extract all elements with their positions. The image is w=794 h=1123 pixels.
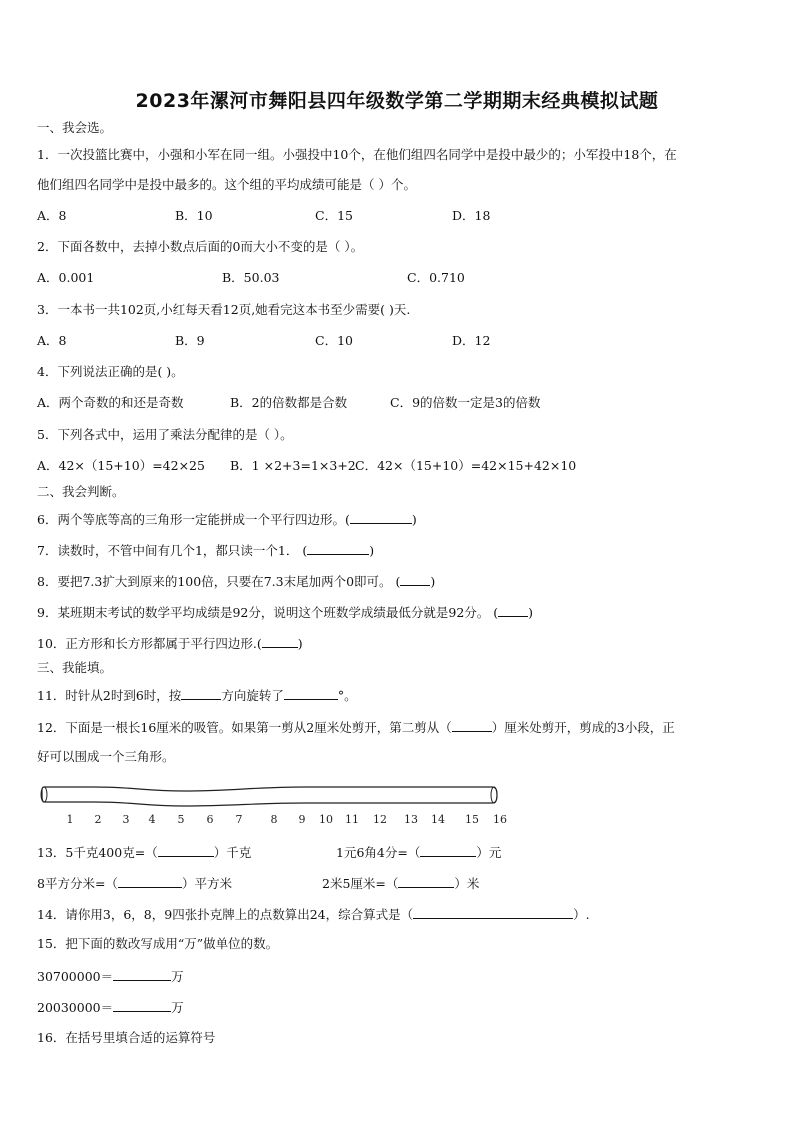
ruler-tick-label: 7: [235, 813, 243, 826]
question-13-row-1-right: [336, 843, 501, 861]
question-11-text-b: 方向旋转了: [221, 688, 284, 703]
ruler-tick-label: 15: [465, 813, 479, 826]
ruler-tick-label: 10: [319, 813, 333, 826]
answer-blank[interactable]: [413, 905, 573, 919]
straw-ruler-figure: [34, 782, 507, 832]
question-15-number-1: 30700000＝: [37, 969, 114, 984]
question-13-c-text: 8平方分米=（: [37, 876, 118, 891]
answer-blank[interactable]: [113, 998, 171, 1012]
question-7-close: ): [369, 543, 375, 558]
question-14-close: ）.: [573, 907, 590, 922]
question-5-option-a: A．42×（15+10）=42×25: [37, 458, 205, 473]
question-13-row-2-right: [322, 874, 479, 892]
question-9-text: 9．某班期末考试的数学平均成绩是92分，说明这个班数学成绩最低分就是92分。 (: [37, 605, 499, 620]
question-13-b-text: 1元6角4分=（: [336, 845, 421, 860]
ruler-tick-label: 8: [270, 813, 278, 826]
question-13-a-text: 13．5千克400克=（: [37, 845, 158, 860]
answer-blank[interactable]: [420, 843, 476, 857]
question-2-option-a: A．0.001: [37, 270, 95, 285]
question-1-option-b: B．10: [175, 208, 213, 223]
question-10-line: [37, 634, 303, 652]
question-2-text: 2．下面各数中，去掉小数点后面的0而大小不变的是（ ）。: [37, 239, 364, 254]
question-13-b-unit: ）元: [476, 845, 502, 860]
question-15-unit-1: 万: [171, 969, 184, 984]
question-4-text: 4．下列说法正确的是( )。: [37, 364, 184, 379]
question-13-row-2: [37, 874, 232, 892]
question-15-text: 15．把下面的数改写成用“万”做单位的数。: [37, 936, 279, 951]
question-5-text: 5．下列各式中，运用了乘法分配律的是（ ）。: [37, 427, 293, 442]
question-6-line: [37, 510, 417, 528]
question-13-c-unit: ）平方米: [181, 876, 232, 891]
question-11-text-c: °。: [337, 688, 357, 703]
ruler-tick-label: 5: [177, 813, 185, 826]
question-4-option-a: A．两个奇数的和还是奇数: [37, 395, 184, 410]
question-1-option-c: C．15: [315, 208, 353, 223]
straw-outline: [42, 787, 497, 806]
question-3-option-a: A．8: [37, 333, 67, 348]
answer-blank[interactable]: [307, 541, 369, 555]
ruler-tick-label: 16: [493, 813, 507, 826]
question-9-line: [37, 603, 533, 621]
question-4-option-b: B．2的倍数都是合数: [230, 395, 348, 410]
question-13-row-1: [37, 843, 251, 861]
question-11-line: [37, 686, 357, 704]
question-8-line: [37, 572, 435, 590]
ruler-tick-label: 11: [345, 813, 359, 826]
section-heading-judge: 二、我会判断。: [37, 484, 125, 499]
question-15-row-1: [37, 967, 184, 985]
question-3-option-c: C．10: [315, 333, 353, 348]
question-4-option-c: C．9的倍数一定是3的倍数: [390, 395, 541, 410]
question-2-option-b: B．50.03: [222, 270, 280, 285]
question-14-line: [37, 905, 590, 923]
question-15-number-2: 20030000＝: [37, 1000, 114, 1015]
question-6-text: 6．两个等底等高的三角形一定能拼成一个平行四边形。(: [37, 512, 350, 527]
question-8-close: ): [430, 574, 436, 589]
question-15-row-2: [37, 998, 184, 1016]
ruler-tick-label: 6: [206, 813, 214, 826]
question-5-option-b: B．1 ×2+3=1×3+2: [230, 458, 356, 473]
question-2-option-c: C．0.710: [407, 270, 465, 285]
question-1-line-2: 他们组四名同学中是投中最多的。这个组的平均成绩可能是（ ）个。: [37, 177, 416, 192]
question-12-line-1: [37, 718, 675, 736]
question-9-close: ): [528, 605, 534, 620]
question-6-close: ): [411, 512, 417, 527]
question-10-close: ): [297, 636, 303, 651]
question-8-text: 8．要把7.3扩大到原来的100倍，只要在7.3末尾加两个0即可。 (: [37, 574, 401, 589]
question-1-line-1: 1．一次投篮比赛中，小强和小军在同一组。小强投中10个，在他们组四名同学中是投中最少的；小军投中18个，在: [37, 147, 677, 162]
question-5-option-c: C．42×（15+10）=42×15+42×10: [355, 458, 577, 473]
ruler-tick-label: 9: [298, 813, 306, 826]
answer-blank[interactable]: [118, 874, 182, 888]
question-12-text-a: 12．下面是一根长16厘米的吸管。如果第一剪从2厘米处剪开，第二剪从（: [37, 720, 452, 735]
question-16-text: 16．在括号里填合适的运算符号: [37, 1030, 216, 1045]
question-12-text-b: ）厘米处剪开，剪成的3小段，正: [491, 720, 675, 735]
question-3-option-b: B．9: [175, 333, 205, 348]
answer-blank[interactable]: [398, 874, 454, 888]
question-3-option-d: D．12: [452, 333, 491, 348]
question-3-text: 3．一本书一共102页,小红每天看12页,她看完这本书至少需要( )天.: [37, 302, 411, 317]
question-13-d-unit: ）米: [454, 876, 480, 891]
ruler-tick-label: 12: [373, 813, 387, 826]
section-heading-fill: 三、我能填。: [37, 660, 113, 675]
page-title: 2023年漯河市舞阳县四年级数学第二学期期末经典模拟试题: [135, 90, 659, 112]
question-7-line: [37, 541, 374, 559]
question-7-text: 7．读数时，不管中间有几个1，都只读一个1． (: [37, 543, 308, 558]
question-12-line-2: 好可以围成一个三角形。: [37, 749, 175, 764]
question-11-text-a: 11．时针从2时到6时，按: [37, 688, 182, 703]
ruler-tick-label: 2: [94, 813, 102, 826]
question-1-option-d: D．18: [452, 208, 491, 223]
ruler-tick-label: 4: [148, 813, 156, 826]
ruler-tick-label: 14: [431, 813, 445, 826]
question-10-text: 10．正方形和长方形都属于平行四边形.(: [37, 636, 262, 651]
answer-blank[interactable]: [452, 718, 492, 732]
section-heading-choice: 一、我会选。: [37, 120, 113, 135]
question-15-unit-2: 万: [171, 1000, 184, 1015]
question-1-option-a: A．8: [37, 208, 67, 223]
ruler-tick-label: 1: [66, 813, 74, 826]
answer-blank[interactable]: [498, 603, 528, 617]
answer-blank[interactable]: [113, 967, 171, 981]
answer-blank[interactable]: [158, 843, 214, 857]
answer-blank[interactable]: [262, 634, 298, 648]
ruler-tick-label: 13: [404, 813, 418, 826]
question-13-a-unit: ）千克: [213, 845, 252, 860]
question-13-d-text: 2米5厘米=（: [322, 876, 399, 891]
ruler-tick-label: 3: [122, 813, 130, 826]
answer-blank[interactable]: [350, 510, 412, 524]
answer-blank[interactable]: [400, 572, 430, 586]
question-14-text: 14．请你用3，6，8，9四张扑克牌上的点数算出24，综合算式是（: [37, 907, 414, 922]
answer-blank[interactable]: [181, 686, 221, 700]
answer-blank[interactable]: [284, 686, 338, 700]
